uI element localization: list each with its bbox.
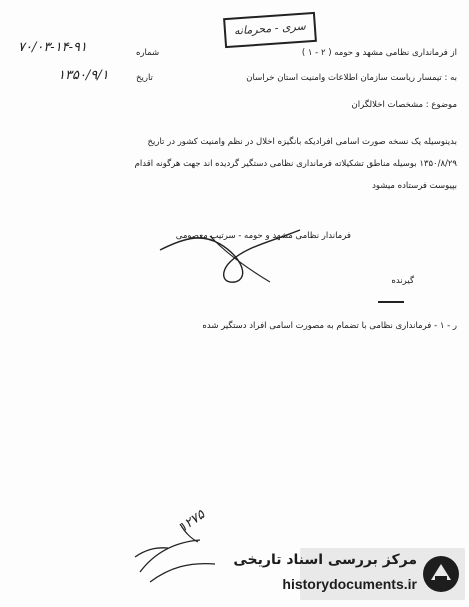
date-label: تاریخ (136, 73, 153, 83)
handwritten-margin-note (120, 512, 230, 590)
date-value: ۱۳۵۰/۹/۱ (58, 68, 109, 83)
watermark-url: historydocuments.ir (282, 576, 417, 592)
signature-line: فرماندار نظامی مشهد و حومه - سرتیپ معصومی (175, 231, 351, 241)
classification-stamp: سری - محرمانه (223, 12, 317, 48)
margin-note-number: ۱۲۷۵ (176, 507, 208, 536)
archive-watermark (233, 548, 465, 600)
watermark-title: مرکز بررسی اسناد تاریخی (233, 552, 417, 568)
attachment-line: ر - ۱ - فرمانداری نظامی با تضمام به مصورت اسامی افراد دستگیر شده (202, 321, 457, 331)
section-divider (378, 301, 404, 303)
signature-scribble (150, 222, 310, 292)
subject-line: موضوع : مشخصات اخلالگران (351, 100, 457, 110)
body-line-1: بدینوسیله یک نسخه صورت اسامی افرادیکه بانگیزه اخلال در نظم وامنیت کشور در تاریخ (147, 137, 457, 147)
body-line-2: ۱۳۵۰/۸/۲۹ بوسیله مناطق تشکیلاته فرمانداری نظامی دستگیر گردیده اند جهت هرگونه اقدام (134, 159, 457, 169)
body-line-3: بپیوست فرستاده میشود (372, 181, 457, 191)
archive-logo-icon (421, 554, 461, 594)
recipients-label: گیرنده (391, 276, 414, 286)
number-label: شماره (136, 48, 160, 58)
header-from: از فرمانداری نظامی مشهد و حومه ( ۲ - ۱ ) (301, 48, 457, 58)
number-value: ۷۰/۰۳-۱۴-۹۱ (18, 40, 88, 55)
header-to: به : تیمسار ریاست سازمان اطلاعات وامنیت استان خراسان (246, 73, 457, 83)
